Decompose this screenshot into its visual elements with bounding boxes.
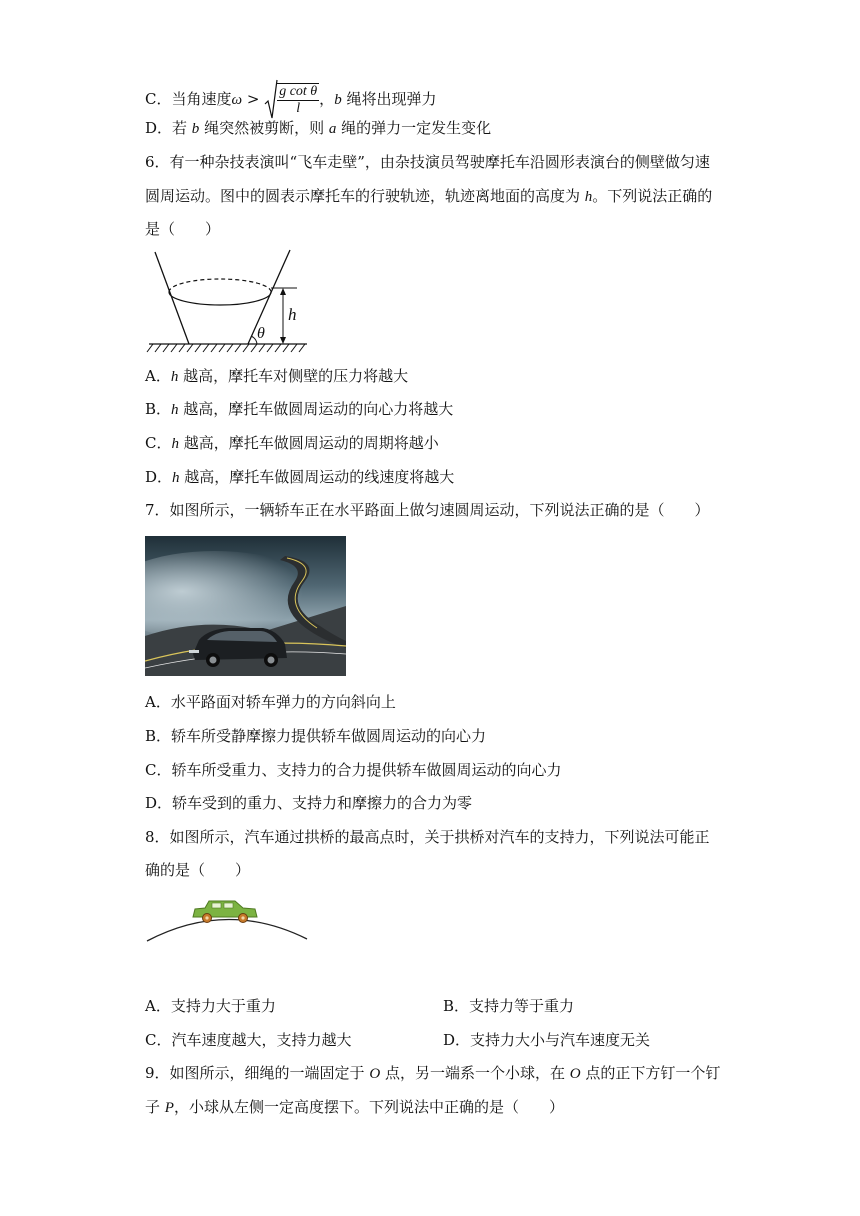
q6-stem-line1: 6．有一种杂技表演叫“飞车走壁”，由杂技演员驾驶摩托车沿圆形表演台的侧壁做匀速 (145, 153, 710, 171)
q6-stem-line3: 是（ ） (145, 220, 221, 238)
car-on-arch-bridge-diagram (145, 893, 310, 949)
q8-option-d: D．支持力大小与汽车速度无关 (443, 1031, 651, 1049)
q6-option-b: B．h 越高，摩托车做圆周运动的向心力将越大 (145, 400, 454, 418)
q7-stem: 7．如图所示，一辆轿车正在水平路面上做匀速圆周运动，下列说法正确的是（ ） (145, 501, 710, 519)
q8-option-a: A．支持力大于重力 (145, 997, 276, 1015)
q6-option-d: D．h 越高，摩托车做圆周运动的线速度将越大 (145, 468, 455, 486)
q8-option-b: B．支持力等于重力 (443, 997, 575, 1015)
q7-option-b: B．轿车所受静摩擦力提供轿车做圆周运动的向心力 (145, 727, 487, 745)
q5-option-c: C．当角速度ω > $\frac{\text{g cot θ}}{l}$ ，b 绳将出现弹力 (145, 78, 436, 122)
q9-stem-line1: 9．如图所示，细绳的一端固定于 O 点，另一端系一个小球，在 O 点的正下方钉一个钉 (145, 1064, 721, 1082)
q8-option-c: C．汽车速度越大，支持力越大 (145, 1031, 352, 1049)
wall-of-death-diagram (145, 248, 315, 354)
q7-option-c: C．轿车所受重力、支持力的合力提供轿车做圆周运动的向心力 (145, 761, 562, 779)
q6-stem-line2: 圆周运动。图中的圆表示摩托车的行驶轨迹，轨迹离地面的高度为 h。下列说法正确的 (145, 187, 713, 205)
car-on-curved-road-photo (145, 536, 346, 676)
sqrt-sign-icon (264, 78, 278, 122)
q8-stem-line1: 8．如图所示，汽车通过拱桥的最高点时，关于拱桥对汽车的支持力，下列说法可能正 (145, 828, 710, 846)
q7-option-d: D．轿车受到的重力、支持力和摩擦力的合力为零 (145, 794, 473, 812)
q7-option-a: A．水平路面对轿车弹力的方向斜向上 (145, 693, 396, 711)
height-label: h (288, 305, 297, 324)
q9-stem-line2: 子 P，小球从左侧一定高度摆下。下列说法中正确的是（ ） (145, 1098, 564, 1116)
q6-option-c: C．h 越高，摩托车做圆周运动的周期将越小 (145, 434, 439, 452)
angle-label: θ (257, 325, 265, 342)
arch-bridge (147, 919, 307, 941)
q6-option-a: A．h 越高，摩托车对侧壁的压力将越大 (145, 367, 409, 385)
q8-stem-line2: 确的是（ ） (145, 861, 251, 879)
sqrt-expression: $\frac{\text{g cot θ}}{l}$ (264, 78, 319, 122)
q5-option-d: D．若 b 绳突然被剪断，则 a 绳的弹力一定发生变化 (145, 119, 492, 137)
